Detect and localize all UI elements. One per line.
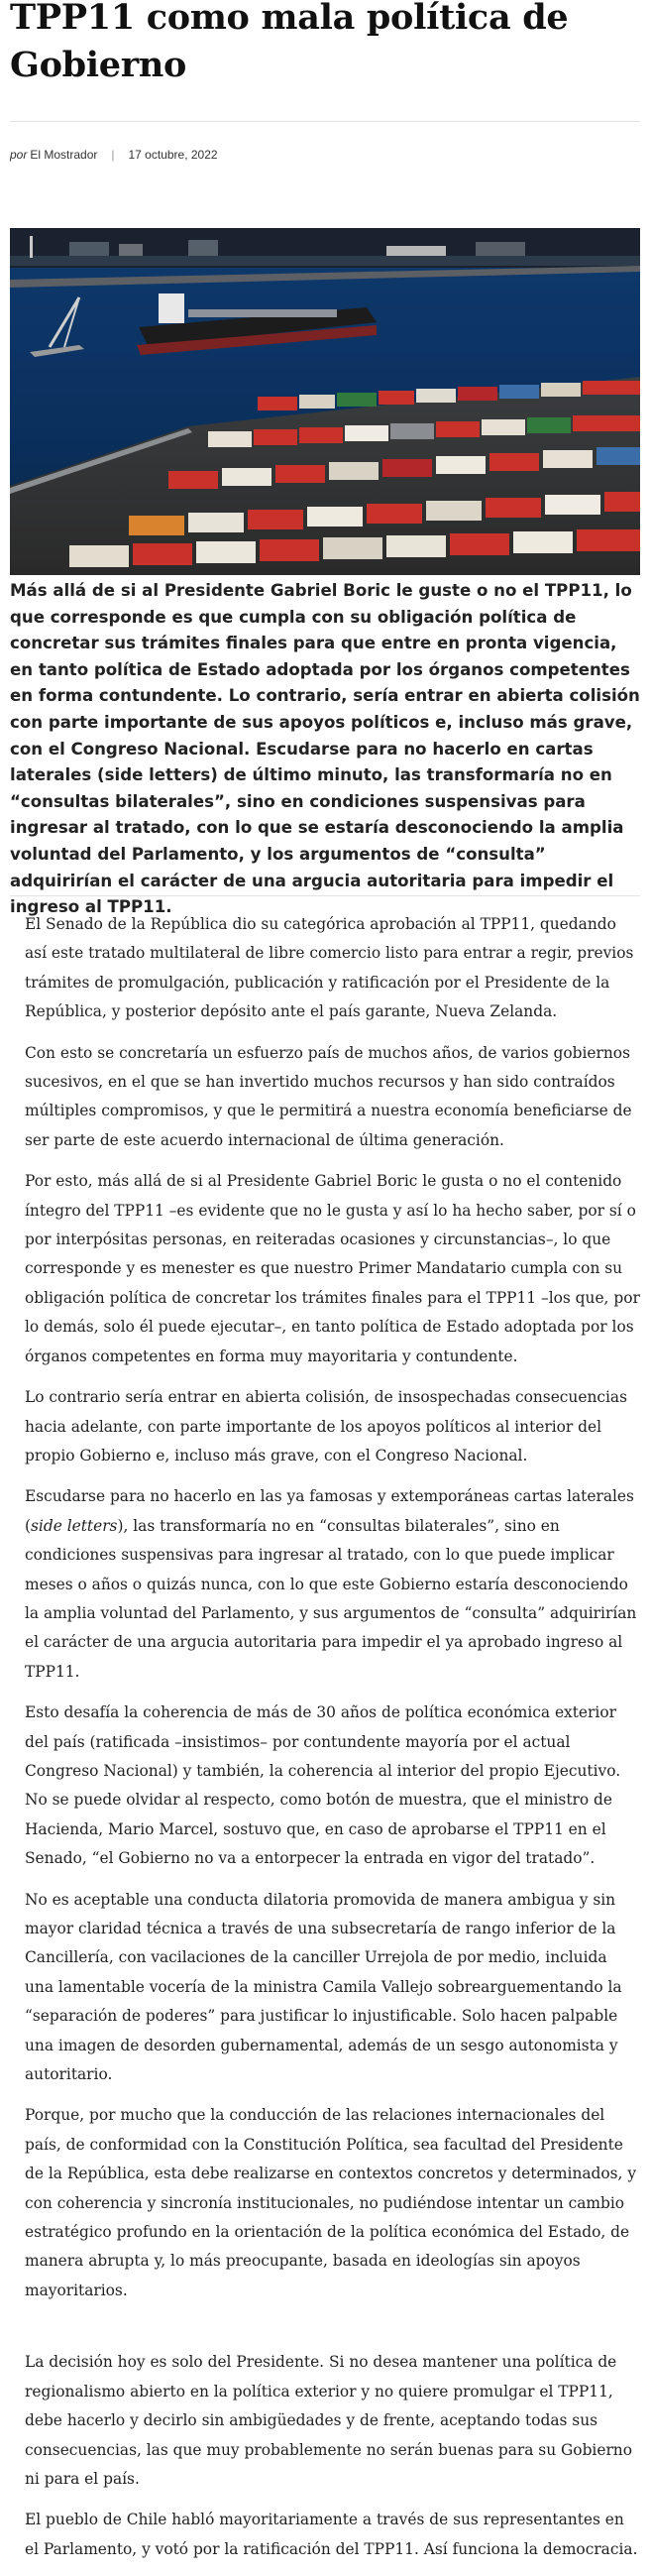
paragraph: La decisión hoy es solo del Presidente. Si no desea mantener una política de regionalismo abierto en la política exterior y no quiere promulgar el TPP11, debe hacerlo y decirlo sin ambigüedades y de frente, aceptando todas sus consecuencias, las que muy probablemente no serán buenas para su Gobierno ni para el país. <box>25 2353 632 2488</box>
italic-term: side letters <box>31 1516 118 1535</box>
port-photo <box>10 228 640 575</box>
article-lead: Más allá de si al Presidente Gabriel Boric le guste o no el TPP11, lo que corresponde es que cumpla con su obligación política de concretar sus trámites finales para que entre en pronta vigencia, en tanto política de Estado adoptada por los órganos competentes en forma contundente. Lo contrario, sería entrar en abierta colisión con parte importante de sus apoyos políticos e, incluso más grave, con el Congreso Nacional. Escudarse para no hacerlo en cartas laterales (side letters) de último minuto, las transformaría no en “consultas bilaterales”, sino en condiciones suspensivas para ingresar al tratado, con lo que se estaría desconociendo la amplia voluntad del Parlamento, y los argumentos de “consulta” adquirirían el carácter de una argucia autoritaria para impedir el ingreso al TPP11. <box>10 581 640 917</box>
paragraph: El pueblo de Chile habló mayoritariamente a través de sus representantes en el Parlamento, y votó por la ratificación del TPP11. Así funciona la democracia. <box>25 2511 638 2558</box>
article-body <box>25 910 640 2576</box>
paragraph-text: ), las transformaría no en “consultas bilaterales”, sino en condiciones suspensivas para ingresar al tratado, con lo que puede implicar meses o años o quizás nunca, con lo que este Gobierno estaría desconociendo la amplia voluntad del Parlamento, y sus argumentos de “consulta” adquirirían el carácter de una argucia autoritaria para impedir el ya aprobado ingreso al TPP11. <box>25 1516 637 1681</box>
publish-date: 17 octubre, 2022 <box>128 148 218 162</box>
paragraph: Con esto se concretaría un esfuerzo país de muchos años, de varios gobiernos sucesivos, en el que se han invertido muchos recursos y han sido contraídos múltiples compromisos, y que le permitirá a nuestra economía beneficiarse de ser parte de este acuerdo internacional de última generación. <box>25 1043 632 1149</box>
paragraph <box>25 1482 640 1687</box>
byline-prefix: por <box>10 148 28 162</box>
byline-divider: | <box>111 148 115 162</box>
byline <box>10 145 218 165</box>
paragraph: Lo contrario sería entrar en abierta colisión, de insospechadas consecuencias hacia adelante, con parte importante de los apoyos políticos al interior del propio Gobierno e, incluso más grave, con el Congreso Nacional. <box>25 1388 627 1464</box>
title-divider <box>10 121 640 122</box>
author-link[interactable]: El Mostrador <box>30 148 98 162</box>
paragraph: Por esto, más allá de si al Presidente Gabriel Boric le gusta o no el contenido íntegro del TPP11 –es evidente que no le gusta y así lo ha hecho saber, por sí o por interpósitas personas, en reiteradas ocasiones y circunstancias–, lo que corresponde y es menester es que nuestro Primer Mandatario cumpla con su obligación política de concretar los trámites finales para el TPP11 –los que, por lo demás, solo él puede ejecutar–, en tanto política de Estado adoptada por los órganos competentes en forma muy mayoritaria y contundente. <box>25 1172 640 1365</box>
paragraph-text: Escudarse para no hacerlo en las ya famosas y extemporáneas cartas laterales ( <box>25 1487 634 1535</box>
paragraph: Porque, por mucho que la conducción de las relaciones internacionales del país, de conformidad con la Constitución Política, sea facultad del Presidente de la República, esta debe realizarse en contextos concretos y determinados, y con coherencia y sincronía institucionales, no pudiéndose intentar un cambio estratégico profundo en la orientación de la política económica del Estado, de manera abrupta y, lo más preocupante, basada en ideologías sin apoyos mayoritarios. <box>25 2106 637 2299</box>
paragraph: Esto desafía la coherencia de más de 30 años de política económica exterior del país (ratificada –insistimos– por contundente mayoría por el actual Congreso Nacional) y también, la coherencia al interior del propio Ejecutivo. No se puede olvidar al respecto, como botón de muestra, que el ministro de Hacienda, Mario Marcel, sostuvo que, en caso de aprobarse el TPP11 en el Senado, “el Gobierno no va a entorpecer la entrada en vigor del tratado”. <box>25 1703 621 1868</box>
paragraph: No es aceptable una conducta dilatoria promovida de manera ambigua y sin mayor claridad técnica a través de una subsecretaría de rango inferior de la Cancillería, con vacilaciones de la canciller Urrejola de por medio, incluida una lamentable vocería de la ministra Camila Vallejo sobrearguementando la “separación de poderes” para justificar lo injustificable. Solo hacen palpable una imagen de desorden gubernamental, además de un sesgo autonomista y autoritario. <box>25 1890 622 2084</box>
lead-divider <box>10 895 640 896</box>
hero-image <box>10 228 640 575</box>
article-title: TPP11 como mala política de Gobierno <box>10 0 569 85</box>
paragraph: El Senado de la República dio su categórica aprobación al TPP11, quedando así este tratado multilateral de libre comercio listo para entrar a regir, previos trámites de promulgación, publicación y ratificación por el Presidente de la República, y posterior depósito ante el país garante, Nueva Zelanda. <box>25 915 634 1021</box>
